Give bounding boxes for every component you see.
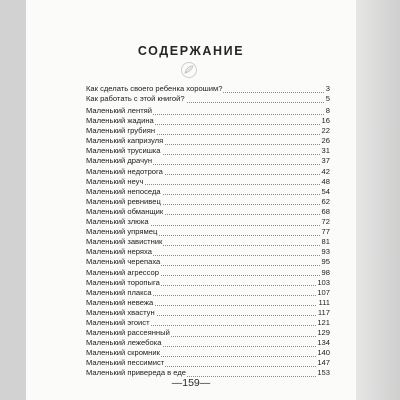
toc-entry-page: 129 [317, 328, 330, 338]
toc-entry-label: Маленький неряха [86, 247, 152, 257]
page-edge [356, 0, 400, 400]
toc-intro-list [86, 84, 330, 105]
toc-entry-label: Маленький трусишка [86, 146, 161, 156]
toc-entry [86, 288, 330, 298]
toc-entry-label: Маленький неуч [86, 176, 144, 186]
toc-entry-label: Маленький черепаха [86, 257, 161, 267]
toc-entry [86, 207, 330, 217]
toc-entry-label: Маленький обманщик [86, 206, 164, 216]
toc-entry-page: 111 [318, 297, 330, 307]
toc-entry-page: 5 [325, 94, 330, 104]
toc-entry [86, 328, 330, 338]
toc-entry-page: 68 [321, 206, 330, 216]
toc-entry [86, 358, 330, 368]
toc-entry-label: Маленький непоседа [86, 186, 161, 196]
toc-entry [86, 268, 330, 278]
leaf-ornament-icon [176, 61, 202, 79]
toc-entry-page: 107 [317, 287, 330, 297]
toc-entry-page: 72 [321, 217, 330, 227]
toc-entry [86, 227, 330, 237]
toc-entry [86, 136, 330, 146]
toc-entry [86, 338, 330, 348]
toc-entry-page: 93 [321, 247, 330, 257]
toc-entry-page: 16 [321, 116, 330, 126]
toc-entry-label: Маленький пессимист [86, 358, 165, 368]
toc-entry-label: Маленький эгоист [86, 317, 150, 327]
toc-entry [86, 318, 330, 328]
toc-entry-page: 62 [321, 196, 330, 206]
toc-entry-page: 37 [321, 156, 330, 166]
toc-entry-page: 153 [317, 368, 330, 378]
toc-entry [86, 116, 330, 126]
toc-chapter-list [86, 106, 330, 379]
toc-entry-label: Маленький жадина [86, 116, 154, 126]
toc-entry-page: 140 [317, 348, 330, 358]
book-page [26, 0, 356, 400]
toc-entry [86, 247, 330, 257]
toc-entry-label: Маленький капризуля [86, 136, 164, 146]
toc-entry-label: Как работать с этой книгой? [86, 94, 185, 104]
toc-entry-label: Маленький упрямец [86, 227, 158, 237]
toc-entry-label: Маленький драчун [86, 156, 153, 166]
toc-entry-label: Маленький грубиян [86, 126, 156, 136]
toc-entry-page: 77 [321, 227, 330, 237]
toc-entry [86, 146, 330, 156]
toc-entry-label: Маленький невежа [86, 297, 154, 307]
toc-entry-page: 81 [321, 237, 330, 247]
page-title: СОДЕРЖАНИЕ [137, 44, 245, 58]
toc-entry-page: 42 [321, 166, 330, 176]
toc-entry-label: Маленький злюка [86, 217, 149, 227]
toc-entry-label: Маленький лентяй [86, 106, 153, 115]
toc-entry-label: Как сделать своего ребенка хорошим? [86, 84, 223, 93]
toc-entry-page: 121 [317, 317, 330, 327]
toc-entry-page: 8 [325, 106, 330, 115]
toc-entry-label: Маленький привереда в еде [86, 368, 187, 378]
toc-entry-label: Маленький скромник [86, 348, 160, 358]
toc-entry [86, 94, 330, 104]
toc-entry-page: 48 [321, 176, 330, 186]
toc-entry-label: Маленький торопыга [86, 277, 160, 287]
toc-entry-page: 98 [321, 267, 330, 277]
toc-entry [86, 308, 330, 318]
toc-entry [86, 156, 330, 166]
toc-entry-page: 3 [325, 84, 330, 93]
toc-entry-label: Маленький завистник [86, 237, 163, 247]
toc-entry [86, 177, 330, 187]
toc-entry [86, 197, 330, 207]
toc-entry-label: Маленький агрессор [86, 267, 159, 277]
toc-entry-page: 54 [321, 186, 330, 196]
toc-entry-label: Маленький недотрога [86, 166, 163, 176]
toc-entry-page: 31 [321, 146, 330, 156]
toc-entry-page: 103 [317, 277, 330, 287]
page-number: —159— [171, 377, 211, 389]
toc-entry [86, 217, 330, 227]
toc-entry [86, 167, 330, 177]
toc-entry-page: 117 [317, 307, 330, 317]
toc-entry-page: 147 [317, 358, 330, 368]
toc-entry [86, 278, 330, 288]
toc-entry-label: Маленький плакса [86, 287, 152, 297]
toc-entry [86, 84, 330, 94]
toc-entry [86, 237, 330, 247]
toc-entry [86, 257, 330, 267]
toc-entry [86, 298, 330, 308]
toc-entry-label: Маленький рассеянный [86, 328, 170, 338]
toc-entry-label: Маленький лежебока [86, 338, 162, 348]
toc-entry [86, 187, 330, 197]
toc-entry-page: 26 [321, 136, 330, 146]
toc-entry [86, 126, 330, 136]
toc-entry-label: Маленький хвастун [86, 307, 155, 317]
toc-entry [86, 348, 330, 358]
toc-entry-page: 134 [317, 338, 330, 348]
toc-entry-label: Маленький ревнивец [86, 196, 161, 206]
toc-entry-page: 95 [321, 257, 330, 267]
toc-entry [86, 106, 330, 116]
toc-entry-page: 22 [321, 126, 330, 136]
